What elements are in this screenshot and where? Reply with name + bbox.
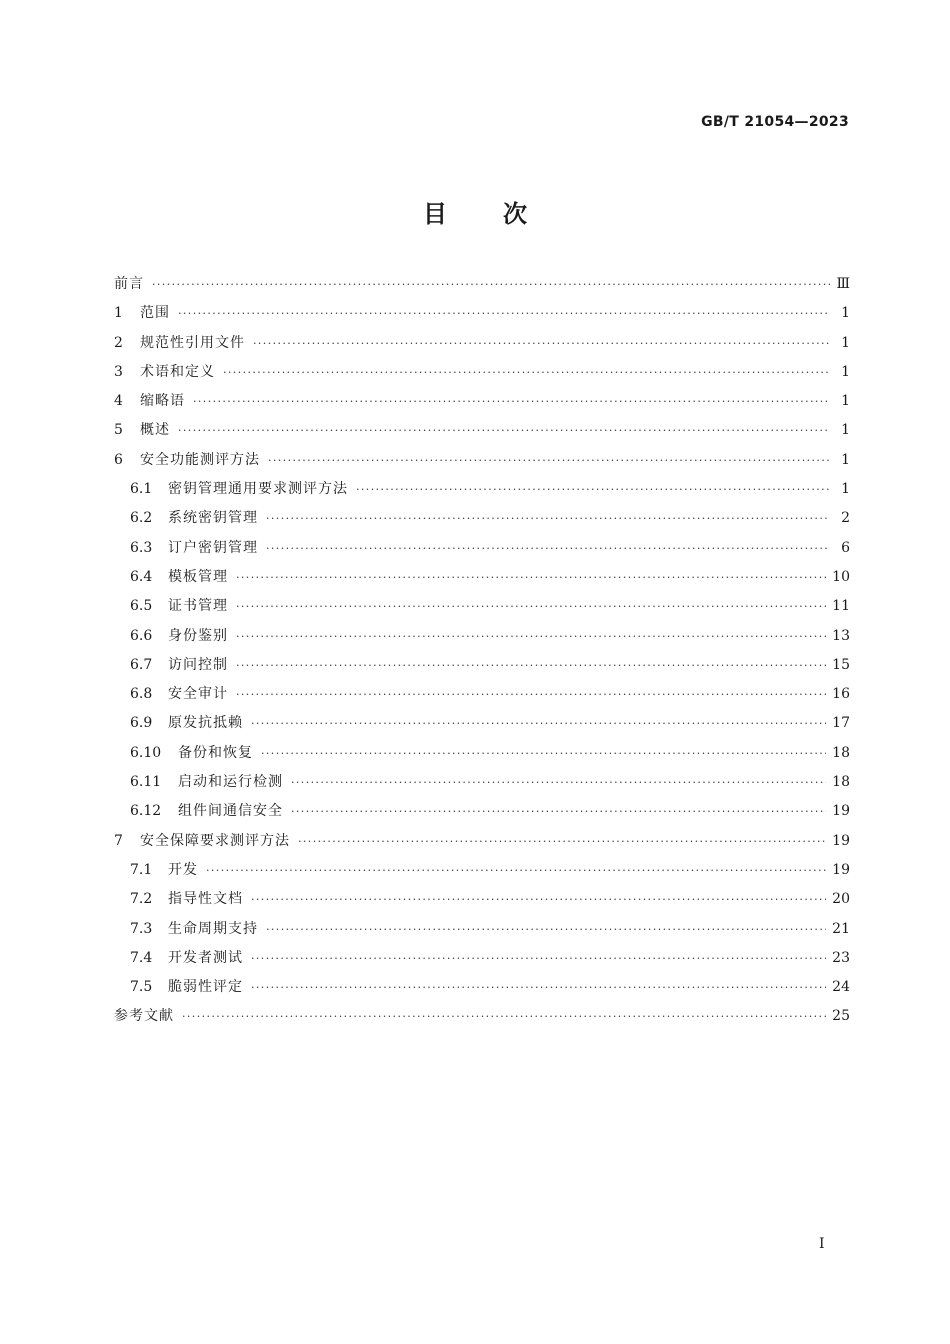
toc-entry-page: 17: [832, 715, 850, 732]
toc-entry-6-12[interactable]: [114, 797, 850, 826]
toc-entry-1[interactable]: [114, 299, 850, 328]
toc-entry-page: 24: [832, 979, 850, 996]
toc-entry-page: 6: [841, 539, 850, 556]
toc-entry-number: 4: [114, 393, 123, 410]
leader-dots: [223, 358, 830, 387]
toc-entry-page: 23: [832, 949, 850, 966]
toc-entry-page: 1: [841, 451, 850, 468]
toc-entry-page: 18: [832, 744, 850, 761]
toc-entry-6-7[interactable]: [114, 651, 850, 680]
toc-entry-foreword[interactable]: [114, 270, 850, 299]
toc-entry-6-11[interactable]: [114, 768, 850, 797]
toc-entry-text: 缩略语: [140, 393, 185, 410]
toc-entry-6-5[interactable]: [114, 592, 850, 621]
toc-entry-number: 7.5: [130, 979, 153, 996]
toc-entry-page: 1: [841, 422, 850, 439]
toc-entry-text: 参考文献: [114, 1008, 174, 1025]
toc-entry-6-6[interactable]: [114, 622, 850, 651]
toc-entry-6-1[interactable]: [114, 475, 850, 504]
leader-dots: [266, 915, 826, 944]
toc-entry-text: 脆弱性评定: [168, 979, 243, 996]
toc-entry-page: 16: [832, 686, 850, 703]
toc-entry-page: 10: [832, 568, 850, 585]
toc-title: [0, 194, 950, 229]
toc-entry-text: 安全功能测评方法: [140, 451, 260, 468]
leader-dots: [291, 797, 826, 826]
toc-entry-text: 证书管理: [168, 598, 228, 615]
toc-entry-4[interactable]: [114, 387, 850, 416]
toc-entry-text: 术语和定义: [140, 363, 215, 380]
leader-dots: [193, 387, 830, 416]
leader-dots: [268, 446, 830, 475]
toc-entry-text: 启动和运行检测: [178, 774, 283, 791]
toc-entry-page: 15: [832, 656, 850, 673]
toc-entry-text: 系统密钥管理: [168, 510, 258, 527]
toc-entry-text: 生命周期支持: [168, 920, 258, 937]
toc-entry-page: 19: [832, 861, 850, 878]
leader-dots: [298, 827, 826, 856]
leader-dots: [251, 709, 826, 738]
toc-entry-number: 6.8: [130, 686, 153, 703]
toc-title-char: 次: [503, 200, 527, 228]
toc-entry-text: 访问控制: [168, 656, 228, 673]
leader-dots: [178, 299, 830, 328]
leader-dots: [251, 944, 826, 973]
leader-dots: [251, 973, 826, 1002]
leader-dots: [251, 885, 826, 914]
toc-entry-7-3[interactable]: [114, 915, 850, 944]
toc-entry-text: 安全审计: [168, 686, 228, 703]
toc-entry-2[interactable]: [114, 329, 850, 358]
toc-entry-page: 20: [832, 891, 850, 908]
leader-dots: [236, 680, 826, 709]
leader-dots: [253, 329, 830, 358]
toc-entry-text: 指导性文档: [168, 891, 243, 908]
standard-number: GB/T 21054—2023: [701, 114, 849, 130]
leader-dots: [356, 475, 830, 504]
toc-entry-number: 6.2: [130, 510, 153, 527]
toc-entry-number: 5: [114, 422, 123, 439]
toc-entry-number: 6.10: [130, 744, 162, 761]
toc-entry-number: 6.1: [130, 481, 153, 498]
leader-dots: [178, 416, 830, 445]
toc-entry-page: 1: [841, 393, 850, 410]
toc-entry-number: 7.3: [130, 920, 153, 937]
toc-entry-page: 1: [841, 334, 850, 351]
toc-entry-number: 6.6: [130, 627, 153, 644]
leader-dots: [261, 739, 826, 768]
toc-entry-number: 6.7: [130, 656, 153, 673]
toc-entry-page: 1: [841, 481, 850, 498]
toc-entry-text: 原发抗抵赖: [168, 715, 243, 732]
toc-entry-number: 2: [114, 334, 123, 351]
toc-entry-3[interactable]: [114, 358, 850, 387]
toc-entry-page: 19: [832, 803, 850, 820]
toc-entry-number: 7.4: [130, 949, 153, 966]
toc-entry-text: 前言: [114, 276, 144, 292]
toc-entry-page: 18: [832, 774, 850, 791]
toc-entry-number: 6.9: [130, 715, 153, 732]
toc-entry-number: 6.5: [130, 598, 153, 615]
toc-entry-7-5[interactable]: [114, 973, 850, 1002]
toc-entry-text: 身份鉴别: [168, 627, 228, 644]
leader-dots: [206, 856, 826, 885]
page-folio: I: [819, 1236, 825, 1252]
toc-entry-6[interactable]: [114, 446, 850, 475]
toc-entry-text: 概述: [140, 422, 170, 439]
toc-entry-7[interactable]: [114, 827, 850, 856]
leader-dots: [182, 1002, 826, 1031]
toc-entry-number: 6: [114, 451, 123, 468]
toc-entry-number: 6.4: [130, 568, 153, 585]
toc-entry-text: 安全保障要求测评方法: [140, 832, 290, 849]
toc-entry-6-8[interactable]: [114, 680, 850, 709]
toc-title-char: 目: [423, 200, 447, 228]
toc-entry-page: 1: [841, 363, 850, 380]
toc-entry-text: 开发者测试: [168, 949, 243, 966]
toc-entry-7-4[interactable]: [114, 944, 850, 973]
leader-dots: [266, 504, 830, 533]
toc-entry-number: 1: [114, 305, 123, 322]
toc-entry-number: 7.2: [130, 891, 153, 908]
toc-entry-number: 7: [114, 832, 123, 849]
toc-entry-text: 组件间通信安全: [178, 803, 283, 820]
toc-entry-number: 6.11: [130, 774, 162, 791]
toc-entry-text: 规范性引用文件: [140, 334, 245, 351]
toc-entry-number: 7.1: [130, 861, 153, 878]
toc-entry-7-1[interactable]: [114, 856, 850, 885]
leader-dots: [266, 534, 830, 563]
toc-entry-text: 开发: [168, 861, 198, 878]
toc-entry-text: 模板管理: [168, 568, 228, 585]
toc-entry-page: 25: [832, 1008, 850, 1025]
toc-entry-text: 范围: [140, 305, 170, 322]
toc-entry-7-2[interactable]: [114, 885, 850, 914]
leader-dots: [236, 651, 826, 680]
toc-entry-6-2[interactable]: [114, 504, 850, 533]
toc-entry-page: 21: [832, 920, 850, 937]
toc-entry-6-3[interactable]: [114, 534, 850, 563]
leader-dots: [236, 563, 826, 592]
toc-entry-6-4[interactable]: [114, 563, 850, 592]
toc-entry-text: 订户密钥管理: [168, 539, 258, 556]
toc-entry-number: 6.12: [130, 803, 162, 820]
table-of-contents: [114, 270, 850, 1032]
toc-entry-6-10[interactable]: [114, 739, 850, 768]
toc-entry-page: 11: [832, 598, 850, 615]
toc-entry-page: 19: [832, 832, 850, 849]
leader-dots: [152, 270, 830, 299]
toc-entry-page: 1: [841, 305, 850, 322]
leader-dots: [236, 622, 826, 651]
leader-dots: [236, 592, 826, 621]
toc-entry-number: 3: [114, 363, 123, 380]
toc-entry-bibliography[interactable]: [114, 1002, 850, 1031]
toc-entry-page: Ⅲ: [836, 276, 850, 292]
toc-entry-6-9[interactable]: [114, 709, 850, 738]
toc-entry-page: 2: [841, 510, 850, 527]
toc-entry-number: 6.3: [130, 539, 153, 556]
toc-entry-5[interactable]: [114, 416, 850, 445]
toc-entry-text: 密钥管理通用要求测评方法: [168, 481, 348, 498]
toc-entry-text: 备份和恢复: [178, 744, 253, 761]
leader-dots: [291, 768, 826, 797]
toc-entry-page: 13: [832, 627, 850, 644]
